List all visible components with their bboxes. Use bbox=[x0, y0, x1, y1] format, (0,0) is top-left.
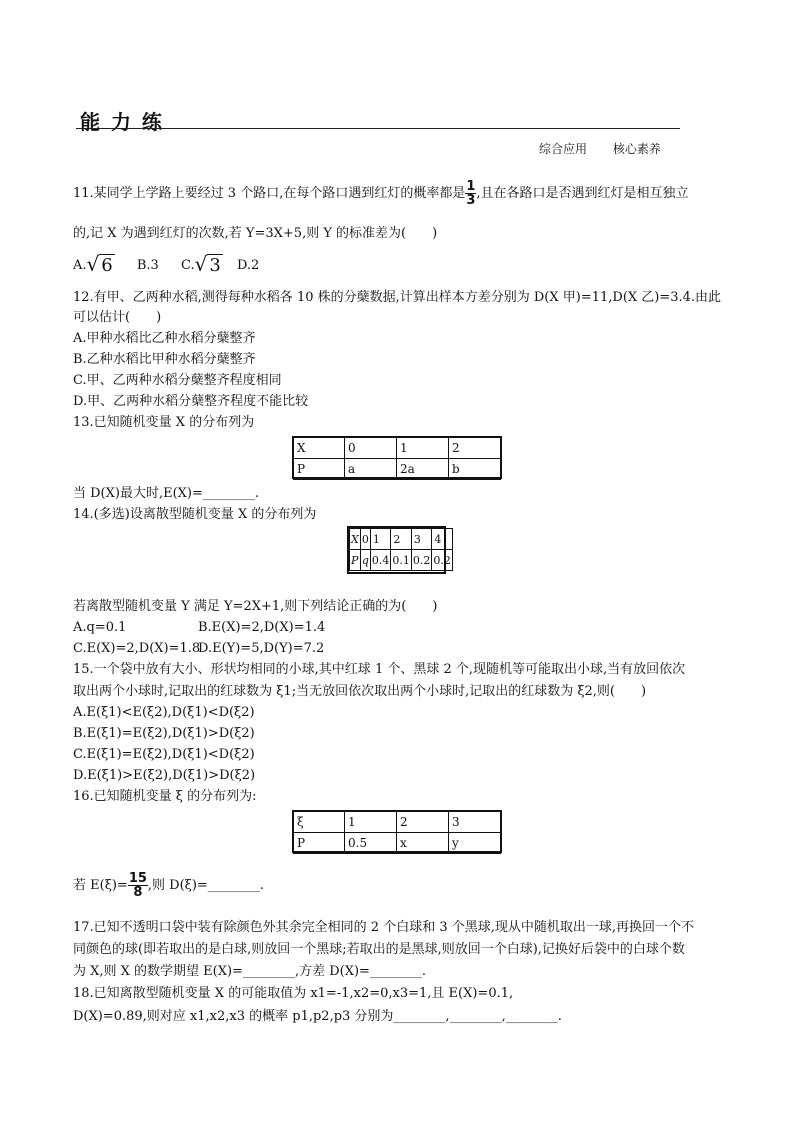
q18-line1: 18.已知离散型随机变量 X 的可能取值为 x1=-1,x2=0,x3=1,且 E(X)=0.1, bbox=[73, 986, 514, 1001]
table-cell: 0.2 bbox=[432, 550, 453, 571]
q17-line3: 为 X,则 X 的数学期望 E(X)=________,方差 D(X)=________. bbox=[73, 964, 427, 979]
q15-option-b[interactable]: B.E(ξ1)=E(ξ2),D(ξ1)>D(ξ2) bbox=[73, 726, 255, 741]
q15-option-d[interactable]: D.E(ξ1)>E(ξ2),D(ξ1)>D(ξ2) bbox=[73, 768, 256, 783]
q11-option-a[interactable] bbox=[73, 252, 115, 276]
q11-frac-den: 3 bbox=[466, 193, 476, 208]
table-cell: 2 bbox=[449, 438, 501, 459]
table-row bbox=[294, 459, 501, 480]
q11-text-a: 11.某同学上学路上要经过 3 个路口,在每个路口遇到红灯的概率都是 bbox=[73, 186, 466, 201]
q15-option-a[interactable]: A.E(ξ1)<E(ξ2),D(ξ1)<D(ξ2) bbox=[73, 705, 255, 720]
q16-text-a: 若 E(ξ)= bbox=[73, 878, 128, 893]
q14-options-row2 bbox=[73, 641, 324, 657]
table-cell: 1 bbox=[397, 438, 449, 459]
q11-fraction bbox=[465, 180, 476, 207]
q11-line1 bbox=[73, 180, 689, 207]
q12-option-d[interactable]: D.甲、乙两种水稻分蘖整齐程度不能比较 bbox=[73, 394, 309, 409]
table-cell: P bbox=[294, 459, 345, 480]
q16-line2 bbox=[73, 872, 264, 899]
q15-option-c[interactable]: C.E(ξ1)=E(ξ2),D(ξ1)<D(ξ2) bbox=[73, 747, 255, 762]
q11-opt-a-prefix: A. bbox=[73, 257, 87, 273]
q12-option-a[interactable]: A.甲种水稻比乙种水稻分蘖整齐 bbox=[73, 331, 256, 346]
q16-frac-num: 15 bbox=[128, 871, 147, 886]
q16-fraction bbox=[128, 872, 148, 899]
q11-text-b: ,且在各路口是否遇到红灯是相互独立 bbox=[476, 186, 689, 201]
table-row bbox=[294, 833, 501, 854]
table-cell: P bbox=[294, 833, 345, 854]
q14-distribution-table bbox=[349, 528, 453, 571]
q12-line1: 12.有甲、乙两种水稻,测得每种水稻各 10 株的分蘖数据,计算出样本方差分别为 D(X 甲)=11,D(X 乙)=3.4.由此 bbox=[73, 290, 722, 305]
q17-line2: 同颜色的球(即若取出的是白球,则放回一个黑球;若取出的是黑球,则放回一个白球),记换好后袋中的白球个数 bbox=[73, 942, 685, 957]
tag-core-literacy: 核心素养 bbox=[612, 142, 661, 156]
q11-option-c[interactable] bbox=[180, 252, 223, 276]
table-cell: 0.4 bbox=[370, 550, 391, 571]
q12-option-b[interactable]: B.乙种水稻比甲种水稻分蘖整齐 bbox=[73, 352, 256, 367]
table-cell: y bbox=[449, 833, 501, 854]
q14-option-a[interactable]: A.q=0.1 bbox=[73, 620, 127, 635]
q12-line2: 可以估计( ) bbox=[73, 310, 162, 325]
table-cell: 0.5 bbox=[345, 833, 397, 854]
q13-distribution-table bbox=[293, 437, 501, 480]
table-cell: 0.1 bbox=[391, 550, 412, 571]
table-cell: x bbox=[397, 833, 449, 854]
q14-options-row1 bbox=[73, 620, 325, 636]
q11-options bbox=[73, 252, 260, 276]
q11-opt-c-prefix: C. bbox=[180, 257, 195, 273]
tag-comprehensive: 综合应用 bbox=[539, 142, 588, 156]
table-cell: 0.2 bbox=[411, 550, 432, 571]
table-cell: 4 bbox=[432, 529, 453, 550]
q11-opt-a-radicand: 6 bbox=[101, 255, 113, 276]
q11-opt-c-radicand: 3 bbox=[209, 255, 221, 276]
section-title: 能 力 练 bbox=[80, 110, 164, 134]
table-row bbox=[350, 550, 453, 571]
table-row bbox=[294, 438, 501, 459]
table-cell: a bbox=[345, 459, 397, 480]
q18-line2: D(X)=0.89,则对应 x1,x2,x3 的概率 p1,p2,p3 分别为________,________,________. bbox=[73, 1009, 562, 1024]
sqrt-icon: √ 6 bbox=[86, 252, 113, 276]
q11-frac-num: 1 bbox=[466, 179, 476, 194]
table-cell: b bbox=[449, 459, 501, 480]
table-cell: X bbox=[294, 438, 345, 459]
q14-option-d[interactable]: D.E(Y)=5,D(Y)=7.2 bbox=[198, 641, 325, 656]
table-cell: 1 bbox=[345, 812, 397, 833]
q11-option-b[interactable]: B.3 bbox=[136, 257, 159, 273]
q14-line2: 若离散型随机变量 Y 满足 Y=2X+1,则下列结论正确的为( ) bbox=[73, 599, 438, 614]
q16-frac-den: 8 bbox=[133, 885, 143, 900]
q11-option-d[interactable]: D.2 bbox=[236, 257, 260, 273]
table-cell: 2 bbox=[391, 529, 412, 550]
table-row bbox=[294, 812, 501, 833]
table-cell: 2a bbox=[397, 459, 449, 480]
sqrt-icon: √ 3 bbox=[194, 252, 221, 276]
table-cell: q bbox=[360, 550, 370, 571]
q13-line2: 当 D(X)最大时,E(X)=________. bbox=[73, 486, 259, 501]
table-cell: 1 bbox=[370, 529, 391, 550]
q17-line1: 17.已知不透明口袋中装有除颜色外其余完全相同的 2 个白球和 3 个黑球,现从中随机取出一球,再换回一个不 bbox=[73, 920, 695, 935]
title-divider bbox=[76, 128, 680, 129]
table-cell: ξ bbox=[294, 812, 345, 833]
table-cell: 2 bbox=[397, 812, 449, 833]
q14-option-b[interactable]: B.E(X)=2,D(X)=1.4 bbox=[198, 620, 326, 635]
q16-distribution-table bbox=[293, 811, 501, 854]
table-row bbox=[350, 529, 453, 550]
q16-line1: 16.已知随机变量 ξ 的分布列为: bbox=[73, 789, 257, 804]
table-cell: 0 bbox=[345, 438, 397, 459]
section-tags bbox=[539, 140, 683, 157]
q15-line1: 15.一个袋中放有大小、形状均相同的小球,其中红球 1 个、黑球 2 个,现随机等可能取出小球,当有放回依次 bbox=[73, 662, 686, 677]
table-cell: 3 bbox=[449, 812, 501, 833]
table-cell: 0 bbox=[360, 529, 370, 550]
table-cell: X bbox=[350, 529, 361, 550]
q16-text-b: ,则 D(ξ)=________. bbox=[147, 878, 264, 893]
table-cell: P bbox=[350, 550, 361, 571]
q14-option-c[interactable]: C.E(X)=2,D(X)=1.8 bbox=[73, 641, 201, 656]
q15-line2: 取出两个小球时,记取出的红球数为 ξ1;当无放回依次取出两个小球时,记取出的红球数为 ξ2,则( ) bbox=[73, 684, 647, 699]
table-cell: 3 bbox=[411, 529, 432, 550]
q13-line1: 13.已知随机变量 X 的分布列为 bbox=[73, 415, 255, 430]
q12-option-c[interactable]: C.甲、乙两种水稻分蘖整齐程度相同 bbox=[73, 373, 282, 388]
q11-line2: 的,记 X 为遇到红灯的次数,若 Y=3X+5,则 Y 的标准差为( ) bbox=[73, 226, 438, 241]
q14-line1: 14.(多选)设离散型随机变量 X 的分布列为 bbox=[73, 507, 317, 522]
